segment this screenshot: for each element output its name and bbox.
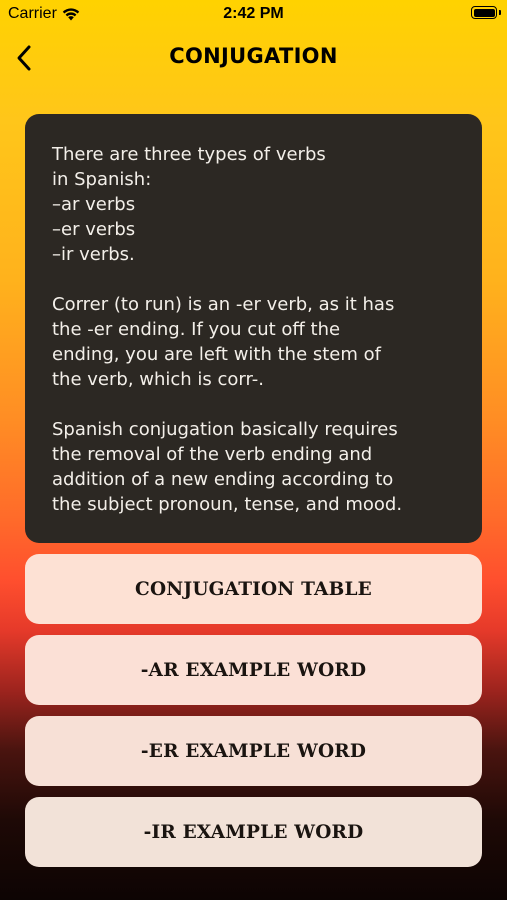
battery-level — [474, 9, 495, 17]
conjugation-table-button[interactable]: CONJUGATION TABLE — [25, 554, 482, 624]
status-bar — [0, 0, 507, 30]
info-paragraph-correr: Correr (to run) is an -er verb, as it has the -er ending. If you cut off the ending, you are left with the stem of the verb, which is corr-. — [52, 294, 395, 390]
info-paragraph-conjugation: Spanish conjugation basically requires the removal of the verb ending and addition of a new ending according to the subject pronoun, tense, and mood. — [52, 419, 403, 515]
ar-example-word-button[interactable]: -AR EXAMPLE WORD — [25, 635, 482, 705]
info-card — [25, 114, 482, 543]
ir-example-word-button[interactable]: -IR EXAMPLE WORD — [25, 797, 482, 867]
page-title: CONJUGATION — [169, 44, 338, 68]
info-paragraph-verb-types: There are three types of verbs in Spanish: –ar verbs –er verbs –ir verbs. — [52, 144, 326, 265]
er-example-word-button[interactable]: -ER EXAMPLE WORD — [25, 716, 482, 786]
battery-icon — [471, 6, 497, 19]
status-time: 2:42 PM — [223, 5, 284, 22]
battery-tip — [499, 10, 501, 15]
navigation-bar — [0, 36, 507, 80]
carrier-label: Carrier — [8, 5, 57, 22]
